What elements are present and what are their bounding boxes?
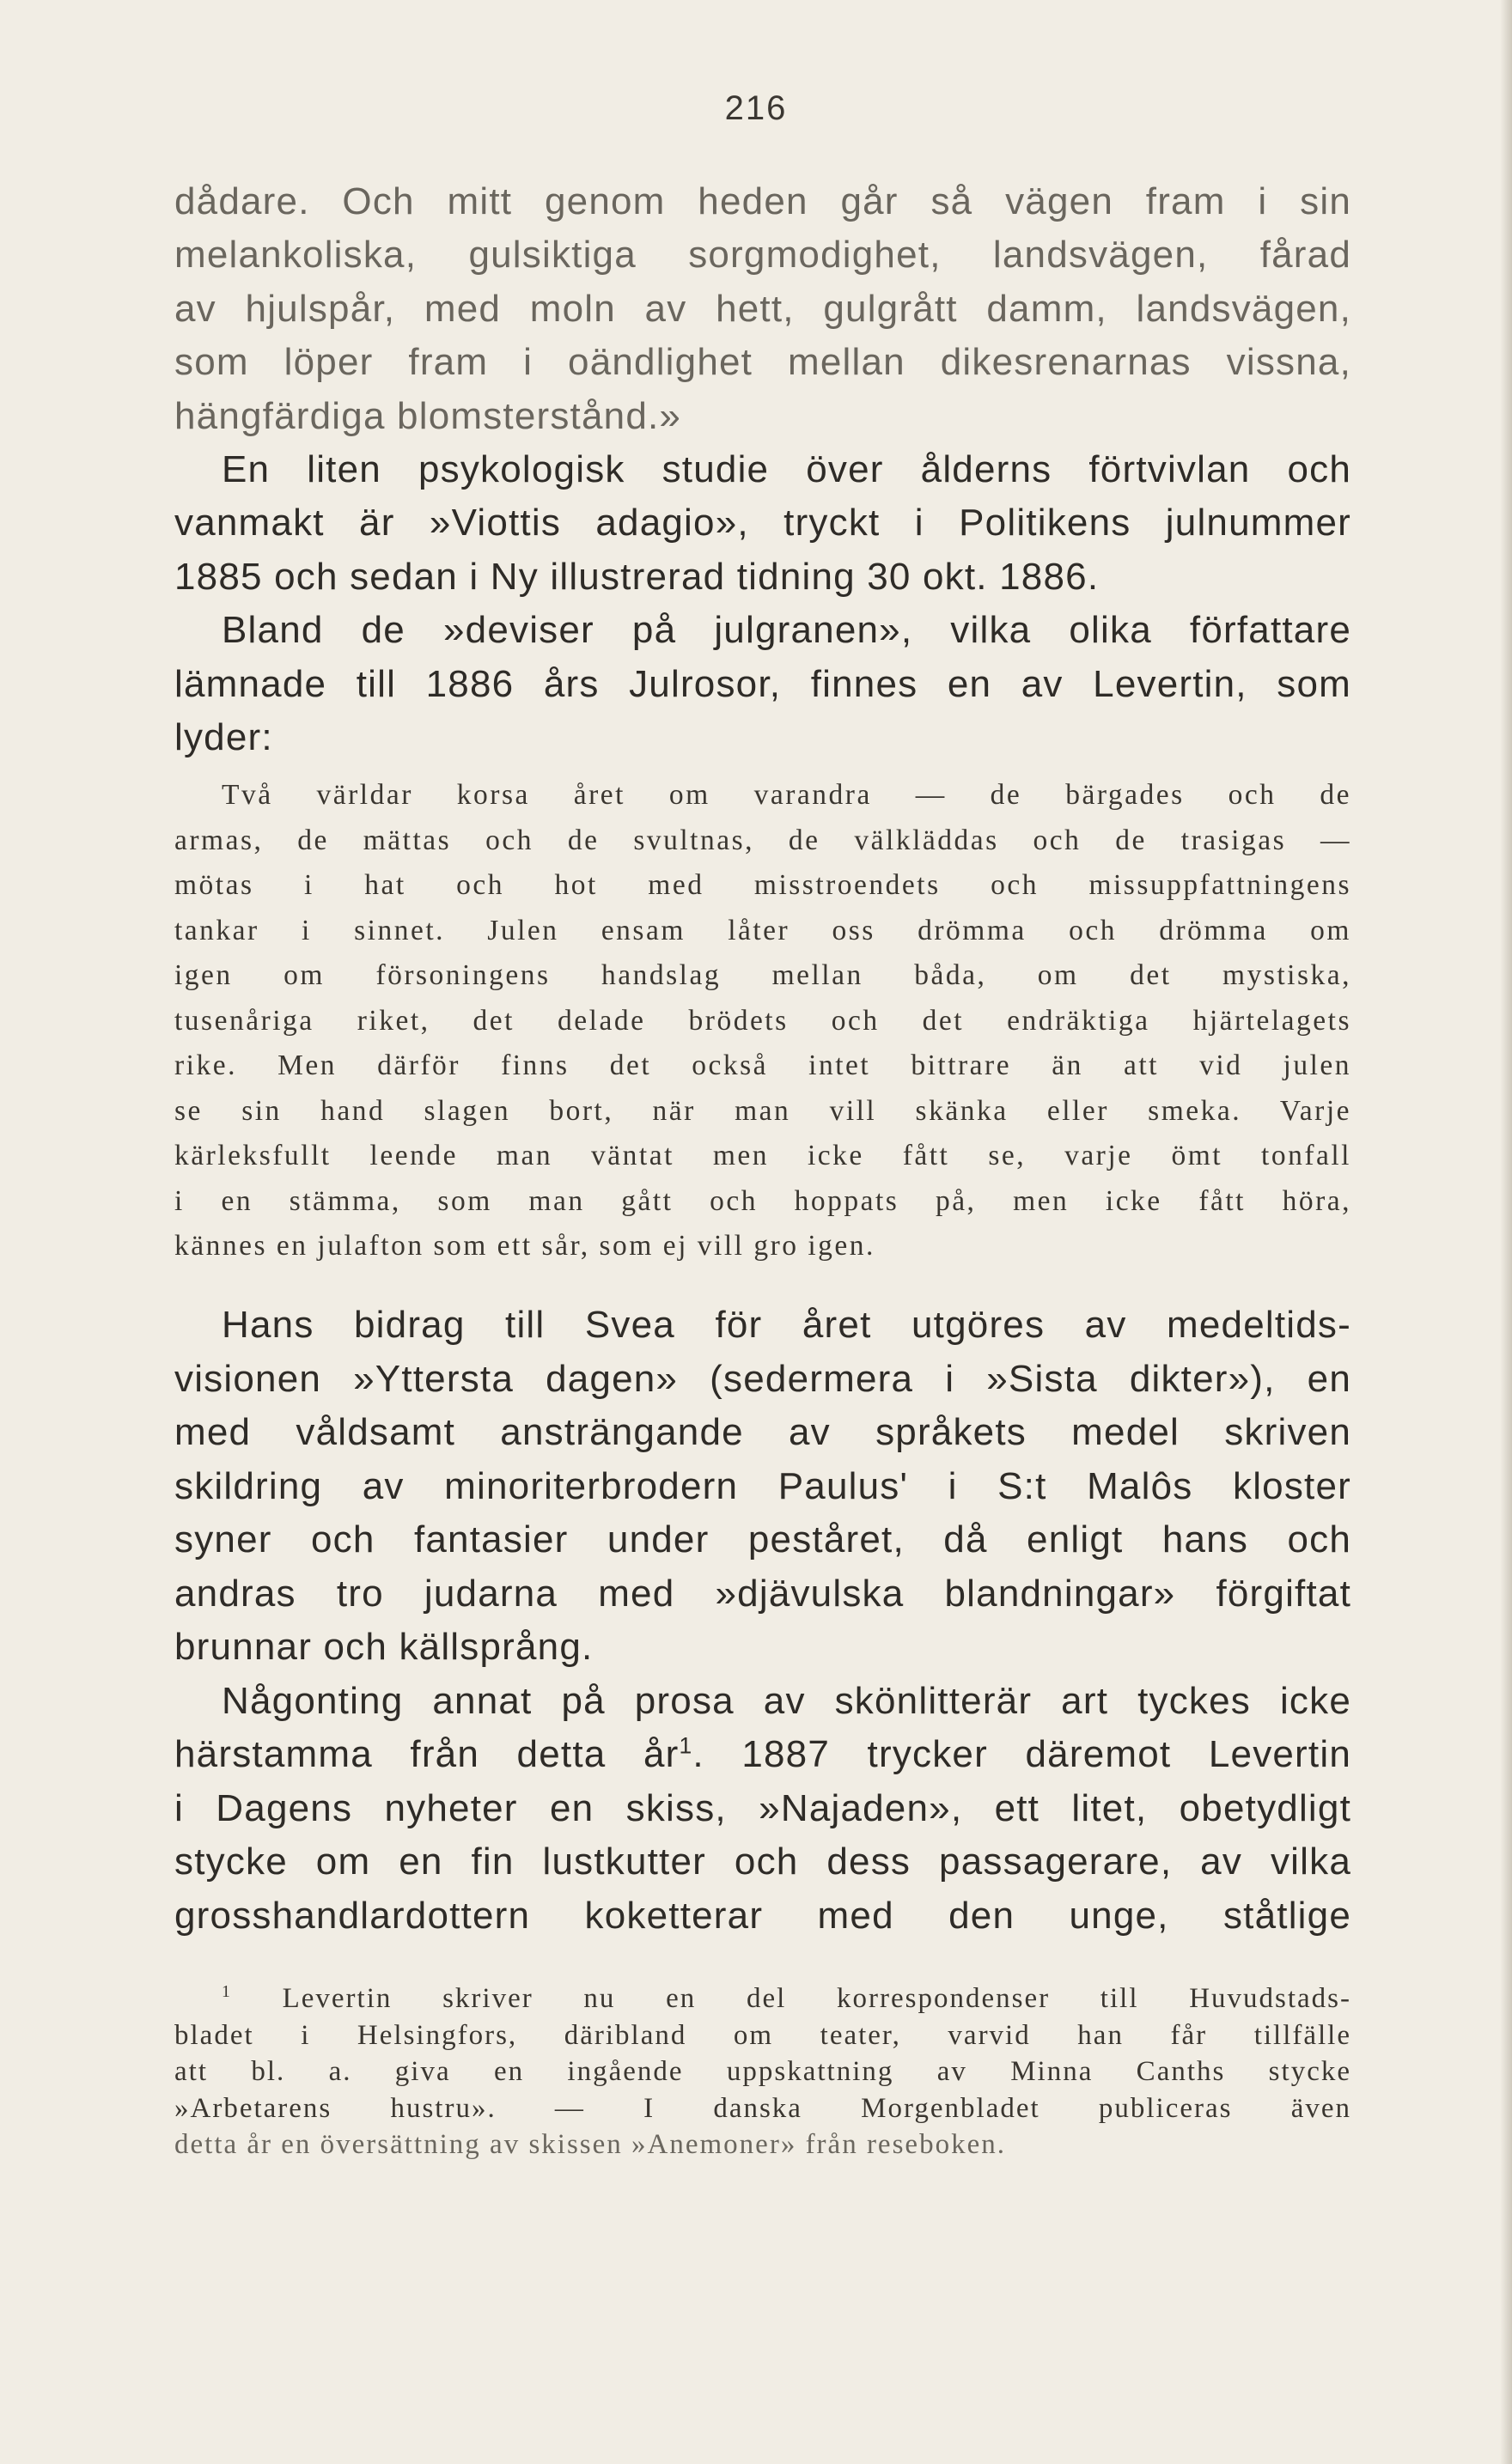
quote-line: armas, de mättas och de svultnas, de välkläddas och de trasigas —: [174, 824, 1351, 856]
text-fragment: Levertin skriver nu en del korrespondenser till Huvudstads-: [282, 1983, 1351, 2014]
footnote: [174, 1980, 1351, 2163]
quote-line: i en stämma, som man gått och hoppats på, men icke fått höra,: [174, 1184, 1351, 1217]
quote-line: mötas i hat och hot med misstroendets och missuppfattningens: [174, 869, 1351, 901]
text-line: i Dagens nyheter en skiss, »Najaden», ett litet, obetydligt: [174, 1786, 1351, 1829]
text-line: 1885 och sedan i Ny illustrerad tidning 30 okt. 1886.: [174, 555, 1100, 598]
footnote-line: att bl. a. giva en ingående uppskattning av Minna Canths stycke: [174, 2056, 1351, 2087]
page-edge-shadow: [1500, 0, 1512, 2464]
quote-line: tankar i sinnet. Julen ensam låter oss drömma och drömma om: [174, 914, 1351, 946]
text-line: skildring av minoriterbrodern Paulus' i S:t Malôs kloster: [174, 1464, 1351, 1507]
text-line: stycke om en fin lustkutter och dess passagerare, av vilka: [174, 1840, 1351, 1883]
text-line: brunnar och källsprång.: [174, 1626, 594, 1668]
quote-line: igen om försoningens handslag mellan båda, om det mystiska,: [174, 959, 1351, 991]
quote-line: kännes en julafton som ett sår, som ej vill gro igen.: [174, 1230, 875, 1262]
footnote-reference: 1: [679, 1732, 693, 1759]
text-line: lyder:: [174, 716, 273, 759]
main-text-top: [174, 175, 1351, 764]
footnote-line: bladet i Helsingfors, däribland om teater, varvid han får tillfälle: [174, 2019, 1351, 2051]
text-line: grosshandlardottern koketterar med den unge, ståtlige: [174, 1894, 1351, 1937]
quoted-passage: [174, 773, 1351, 1269]
text-line: av hjulspår, med moln av hett, gulgrått damm, landsvägen,: [174, 287, 1351, 330]
text-line: hängfärdiga blomsterstånd.»: [174, 394, 682, 437]
main-text-bottom: [174, 1299, 1351, 1943]
text-fragment: härstamma från detta år: [174, 1733, 680, 1775]
text-line: visionen »Yttersta dagen» (sedermera i »Sista dikter»), en: [174, 1357, 1351, 1400]
text-fragment: . 1887 trycker däremot Levertin: [692, 1733, 1351, 1775]
text-line: melankoliska, gulsiktiga sorgmodighet, landsvägen, fårad: [174, 234, 1351, 277]
text-line: dådare. Och mitt genom heden går så vägen fram i sin: [174, 180, 1351, 222]
text-line: som löper fram i oändlighet mellan dikesrenarnas vissna,: [174, 341, 1351, 384]
text-line: Hans bidrag till Svea för året utgöres av medeltids-: [222, 1304, 1351, 1346]
quote-line: se sin hand slagen bort, när man vill skänka eller smeka. Varje: [174, 1094, 1351, 1127]
footnote-line: detta år en översättning av skissen »Anemoner» från reseboken.: [174, 2129, 1006, 2160]
text-line: med våldsamt ansträngande av språkets medel skriven: [174, 1411, 1351, 1453]
footnote-line: »Arbetarens hustru». — I danska Morgenbladet publiceras även: [174, 2092, 1351, 2124]
footnote-line: [174, 1980, 1351, 2017]
text-line: lämnade till 1886 års Julrosor, finnes en av Levertin, som: [174, 662, 1351, 705]
text-line: Någonting annat på prosa av skönlitterär art tyckes icke: [222, 1679, 1351, 1722]
quote-line: kärleksfullt leende man väntat men icke fått se, varje ömt tonfall: [174, 1140, 1351, 1171]
text-line: [174, 1728, 1351, 1782]
text-line: Bland de »deviser på julgranen», vilka olika författare: [222, 609, 1351, 652]
quote-line: tusenåriga riket, det delade brödets och det endräktiga hjärtelagets: [174, 1004, 1351, 1037]
text-line: andras tro judarna med »djävulska blandningar» förgiftat: [174, 1572, 1351, 1615]
page-number: 216: [724, 89, 788, 127]
quote-line: Två världar korsa året om varandra — de bärgades och de: [222, 779, 1351, 811]
footnote-mark: 1: [222, 1982, 232, 2001]
text-line: syner och fantasier under peståret, då enligt hans och: [174, 1518, 1351, 1561]
text-line: En liten psykologisk studie över ålderns förtvivlan och: [222, 448, 1351, 491]
quote-line: rike. Men därför finns det också intet bittrare än att vid julen: [174, 1049, 1351, 1081]
text-line: vanmakt är »Viottis adagio», tryckt i Politikens julnummer: [174, 502, 1351, 545]
